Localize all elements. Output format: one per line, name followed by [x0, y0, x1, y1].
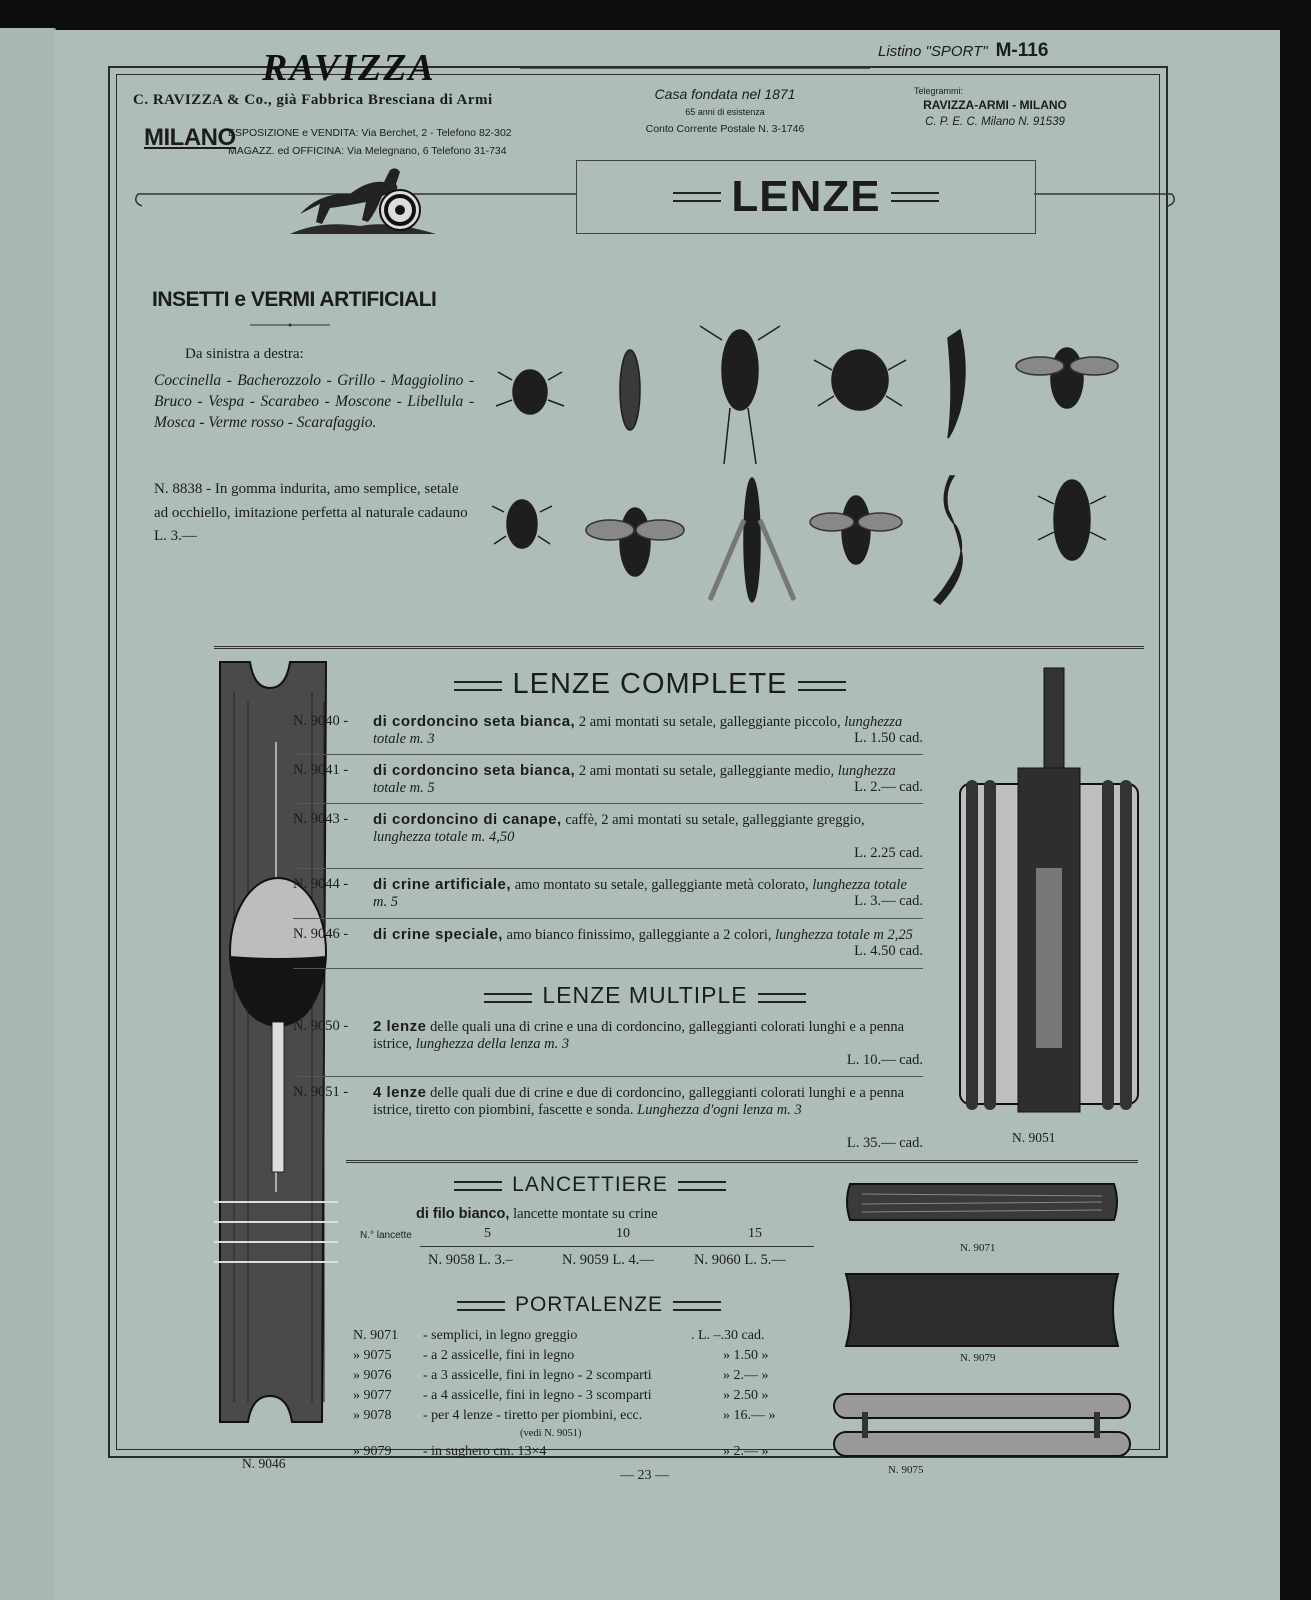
price-9046: L. 4.50 cad.: [854, 943, 923, 959]
lancette-count-10: 10: [616, 1226, 630, 1241]
item-9044: N. 9044 - di crine artificiale, amo montato su setale, galleggiante metà colorato, lunghezza totale m. 5 L. 3.— cad.: [293, 876, 923, 910]
telegram-label: Telegrammi:: [914, 86, 964, 96]
caption-9051: N. 9051: [1012, 1130, 1056, 1145]
item-9058: N. 9058 L. 3.–: [428, 1252, 513, 1268]
item-9040: N. 9040 - di cordoncino seta bianca, 2 ami montati su setale, galleggiante piccolo, lunghezza totale m. 3 L. 1.50 cad.: [293, 713, 923, 747]
item-8838-text: In gomma indurita, amo semplice, setale ad occhiello, imitazione perfetta al naturale cadauno L. 3.—: [154, 481, 468, 544]
cpec-number: C. P. E. C. Milano N. 91539: [925, 116, 1065, 128]
divider-insects: [214, 646, 1144, 649]
telegram-address: RAVIZZA-ARMI - MILANO: [923, 98, 1067, 112]
divider-multiple: [346, 1160, 1138, 1163]
item-8838-number: N. 8838 -: [154, 481, 212, 497]
insects-illustration: [490, 300, 1130, 640]
portalenze-note: (vedi N. 9051): [520, 1428, 582, 1439]
postal-account: Conto Corrente Postale N. 3-1746: [645, 123, 805, 135]
page-code: M-116: [995, 40, 1049, 61]
section-title-box: [576, 160, 1036, 234]
lancettiere-title: LANCETTIERE: [410, 1172, 770, 1197]
insetti-lead: Da sinistra a destra:: [185, 346, 304, 362]
lenze-complete-title: LENZE COMPLETE: [400, 668, 900, 701]
item-8838: [154, 478, 474, 549]
portalenze-title: PORTALENZE: [414, 1292, 764, 1317]
portalenze-9075-illustration: [832, 1392, 1132, 1462]
founded: Casa fondata nel 1871: [654, 86, 796, 102]
item-9060: N. 9060 L. 5.—: [694, 1252, 786, 1268]
portalenze-9079-illustration: [842, 1270, 1122, 1350]
lancettiere-subtitle: di filo bianco, lancette montate su crine: [416, 1206, 658, 1222]
city: MILANO: [144, 124, 236, 151]
price-9050: L. 10.— cad.: [846, 1052, 923, 1068]
lancette-count-5: 5: [484, 1226, 491, 1241]
price-9044: L. 3.— cad.: [854, 893, 923, 909]
item-9041: N. 9041 - di cordoncino seta bianca, 2 ami montati su setale, galleggiante medio, lunghezza totale m. 5 L. 2.— cad.: [293, 762, 923, 796]
address-exposition: ESPOSIZIONE e VENDITA: Via Berchet, 2 - Telefono 82-302: [228, 127, 512, 139]
lancette-count-15: 15: [748, 1226, 762, 1241]
price-9043: L. 2.25 cad.: [854, 845, 923, 861]
insetti-list: Coccinella - Bacherozzolo - Grillo - Maggiolino - Bruco - Vespa - Scarabeo - Moscone - Libellula - Mosca - Verme rosso - Scarafaggio.: [154, 372, 474, 431]
insetti-divider: [250, 320, 330, 330]
lenze-multiple-title: LENZE MULTIPLE: [430, 982, 860, 1009]
listino-label: Listino "SPORT" M-116: [878, 40, 1049, 61]
item-9046: N. 9046 - di crine speciale, amo bianco finissimo, galleggiante a 2 colori, lunghezza totale m 2,25 L. 4.50 cad.: [293, 926, 923, 959]
item-9059: N. 9059 L. 4.—: [562, 1252, 654, 1268]
caption-9075: N. 9075: [888, 1464, 924, 1476]
item-9050: N. 9050 - 2 lenze delle quali una di crine e una di cordoncino, galleggianti colorati lunghi e a penna istrice, lunghezza della lenza m. 3 L. 10.— cad.: [293, 1018, 923, 1068]
caption-9079: N. 9079: [960, 1352, 996, 1364]
insetti-title: INSETTI e VERMI ARTIFICIALI: [152, 288, 437, 311]
section-title: LENZE: [731, 172, 881, 221]
brand-logo: RAVIZZA: [262, 47, 436, 89]
item-9043: N. 9043 - di cordoncino di canape, caffè, 2 ami montati su setale, galleggiante greggio, lunghezza totale m. 4,50 L. 2.25 cad.: [293, 811, 923, 861]
caption-9046: N. 9046: [242, 1456, 286, 1471]
portalenze-9071-illustration: [842, 1180, 1122, 1224]
address-warehouse: MAGAZZ. ed OFFICINA: Via Melegnano, 6 Telefono 31-734: [228, 145, 507, 157]
caption-9071: N. 9071: [960, 1242, 996, 1254]
company-name: C. RAVIZZA & Co., già Fabbrica Bresciana di Armi: [133, 92, 493, 108]
page-number: — 23 —: [620, 1468, 669, 1483]
lancette-rule: [420, 1246, 814, 1247]
dog-target-illustration: [290, 162, 440, 234]
price-9041: L. 2.— cad.: [854, 779, 923, 795]
lancette-label: N.° lancette: [360, 1230, 412, 1241]
years: 65 anni di esistenza: [685, 107, 765, 117]
price-9040: L. 1.50 cad.: [854, 730, 923, 746]
item-9051: N. 9051 - 4 lenze delle quali due di crine e due di cordoncino, galleggianti colorati lunghi e a penna istrice, tiretto con piombini, fascette e sonda. Lunghezza d'ogni lenza m. 3 L. 35.— cad.: [293, 1084, 923, 1151]
multi-lenza-illustration-9051: [960, 668, 1140, 1114]
price-9051: L. 35.— cad.: [846, 1135, 923, 1151]
